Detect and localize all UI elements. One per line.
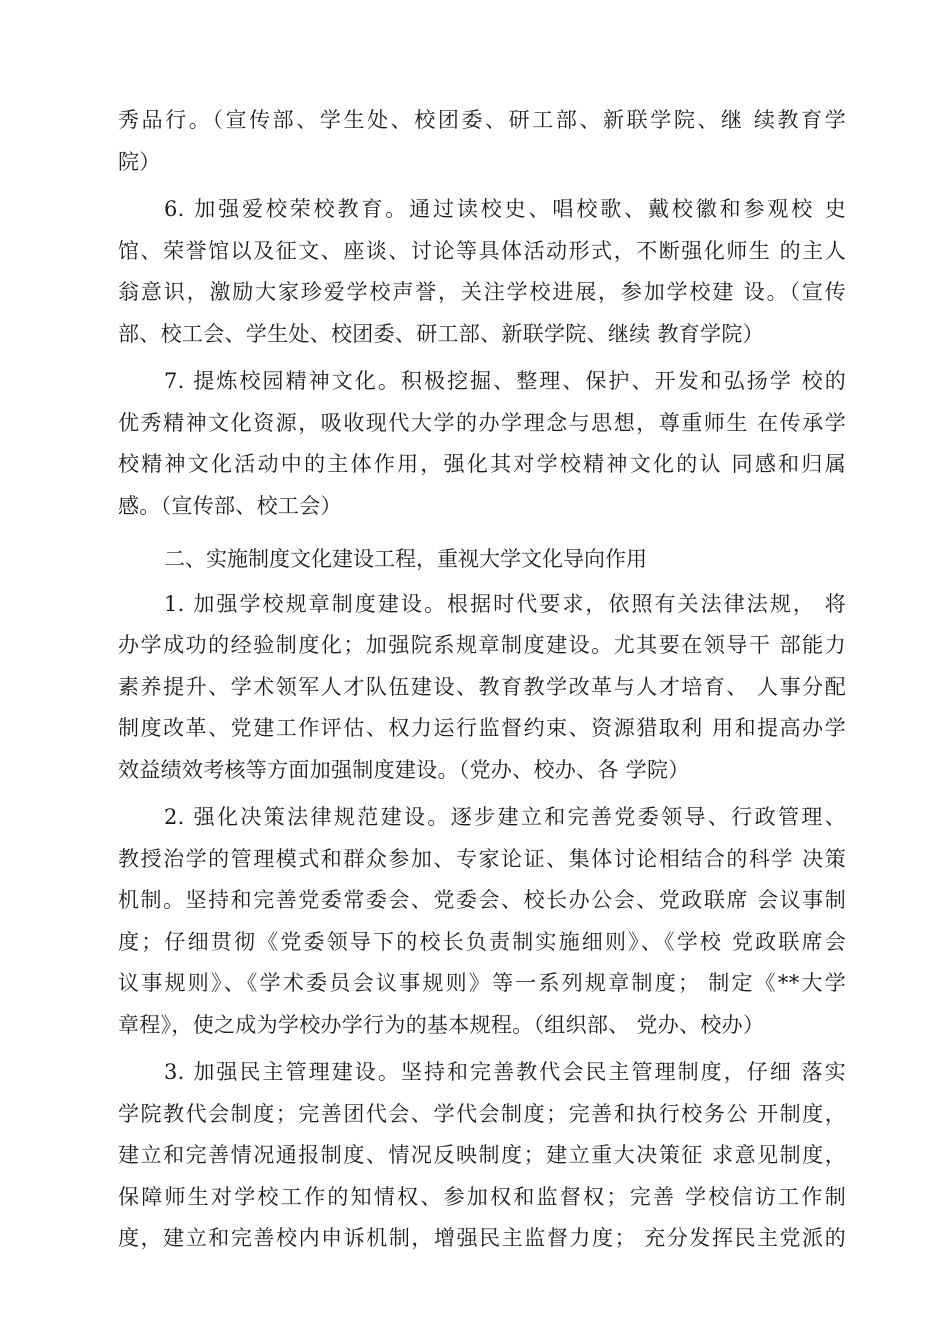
- text-line: 1. 加强学校规章制度建设。根据时代要求，依照有关法律法规， 将: [164, 591, 846, 616]
- text-line: 建立和完善情况通报制度、情况反映制度；建立重大决策征 求意见制度，: [118, 1143, 846, 1167]
- text-line: 章程》，使之成为学校办学行为的基本规程。（组织部、 党办、校办）: [118, 1012, 765, 1037]
- text-line: 学院教代会制度；完善团代会、学代会制度；完善和执行校务公 开制度，: [118, 1101, 846, 1126]
- text-line: 3. 加强民主管理建设。坚持和完善教代会民主管理制度，仔细 落实: [164, 1060, 846, 1084]
- text-line: 度，建立和完善校内申诉机制，增强民主监督力度； 充分发挥民主党派的: [118, 1226, 846, 1250]
- paragraph-continuation: [118, 100, 846, 183]
- text-line: 教授治学的管理模式和群众参加、专家论证、集体讨论相结合的科学 决策: [118, 846, 846, 871]
- text-line: 秀品行。（宣传部、学生处、校团委、研工部、新联学院、继 续教育学: [118, 108, 846, 132]
- text-line: 度；仔细贯彻《党委领导下的校长负责制实施细则》、《学校 党政联席会: [118, 929, 846, 954]
- paragraph-item-2-2: [118, 797, 846, 1046]
- text-line: 2. 强化决策法律规范建设。逐步建立和完善党委领导、行政管理、: [164, 805, 846, 829]
- paragraph-item-2-3: [118, 1052, 846, 1260]
- text-line: 7. 提炼校园精神文化。积极挖掘、整理、保护、开发和弘扬学 校的: [164, 369, 846, 393]
- text-line: 效益绩效考核等方面加强制度建设。（党办、校办、各 学院）: [118, 757, 690, 782]
- text-line: 校精神文化活动中的主体作用，强化其对学校精神文化的认 同感和归属: [118, 452, 846, 476]
- text-line: 议事规则》、《学术委员会议事规则》等一系列规章制度； 制定《**大学: [118, 971, 846, 995]
- text-line: 馆、荣誉馆以及征文、座谈、讨论等具体活动形式，不断强化师生 的主人: [118, 238, 846, 263]
- text-line: 素养提升、学术领军人才队伍建设、教育教学改革与人才培育、 人事分配: [118, 674, 846, 699]
- section-heading: [118, 539, 846, 581]
- text-line: 制度改革、党建工作评估、权力运行监督约束、资源猎取利 用和提高办学: [118, 716, 846, 740]
- section-heading-text: 二、实施制度文化建设工程，重视大学文化导向作用: [164, 547, 647, 571]
- paragraph-item-7: [118, 361, 846, 527]
- text-line: 翁意识，激励大家珍爱学校声誉，关注学校进展，参加学校建 设。（宣传: [118, 280, 846, 304]
- text-line: 感。（宣传部、校工会）: [118, 493, 342, 518]
- text-line: 院）: [118, 149, 161, 174]
- paragraph-item-2-1: [118, 584, 846, 792]
- text-line: 优秀精神文化资源，吸收现代大学的办学理念与思想，尊重师生 在传承学: [118, 410, 846, 435]
- text-line: 6. 加强爱校荣校教育。通过读校史、唱校歌、戴校徽和参观校 史: [164, 197, 846, 221]
- text-line: 机制。坚持和完善党委常委会、党委会、校长办公会、党政联席 会议事制: [118, 888, 846, 912]
- text-line: 保障师生对学校工作的知情权、参加权和监督权；完善 学校信访工作制: [118, 1184, 846, 1209]
- document-page: [118, 100, 846, 1260]
- paragraph-item-6: [118, 189, 846, 355]
- text-line: 部、校工会、学生处、校团委、研工部、新联学院、继续 教育学院）: [118, 321, 764, 346]
- text-line: 办学成功的经验制度化；加强院系规章制度建设。尤其要在领导干 部能力: [118, 633, 846, 657]
